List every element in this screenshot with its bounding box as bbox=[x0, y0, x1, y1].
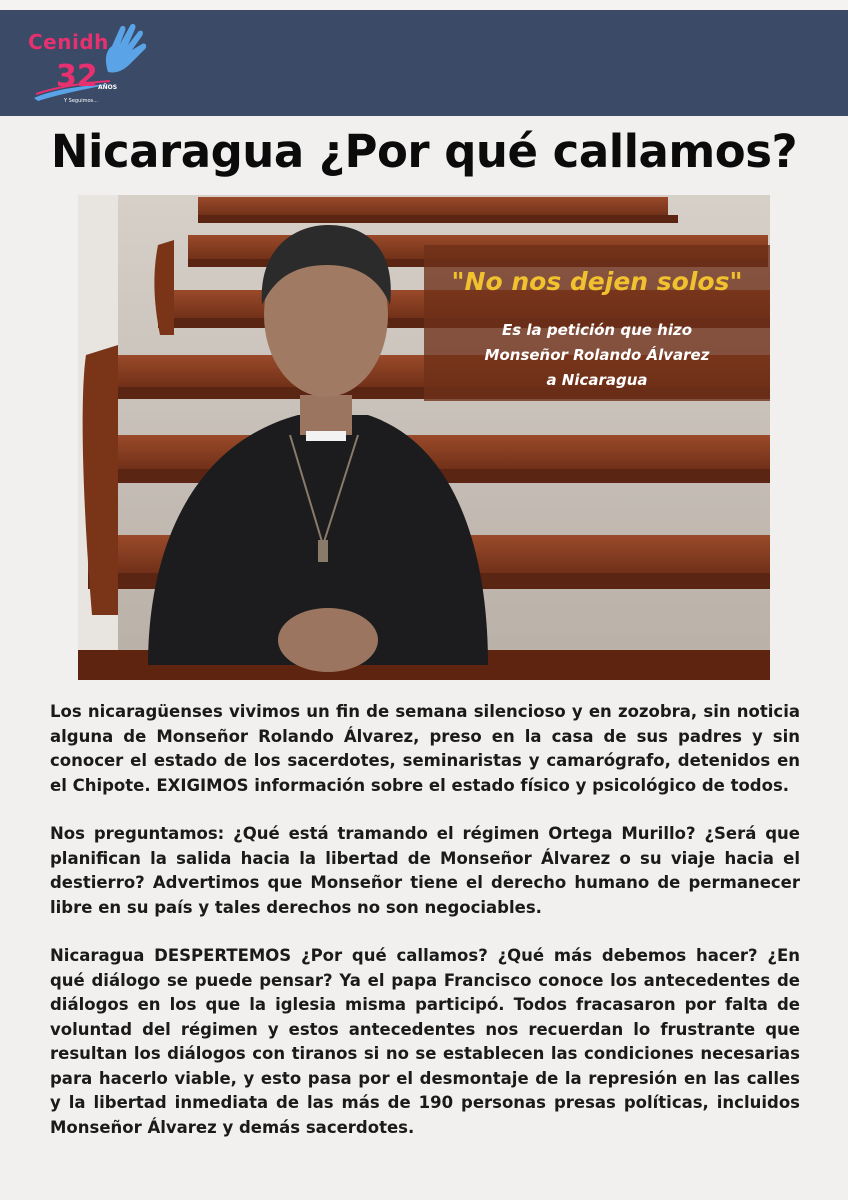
quote-caption-line: Es la petición que hizo bbox=[501, 321, 692, 339]
logo-tagline: Y Seguimos... bbox=[64, 98, 98, 104]
quote-caption bbox=[424, 318, 770, 393]
header-banner bbox=[0, 10, 848, 116]
feature-photo bbox=[78, 195, 770, 680]
quote-text-area bbox=[424, 195, 770, 405]
quote-caption-line: Monseñor Rolando Álvarez bbox=[484, 346, 710, 364]
paragraph: Nos preguntamos: ¿Qué está tramando el régimen Ortega Murillo? ¿Será que planifican la salida hacia la libertad de Monseñor Álvarez o su viaje hacia el destierro? Advertimos que Monseñor tiene el derecho humano de permanecer libre en su país y tales derechos no son negociables. bbox=[50, 824, 800, 917]
paragraph: Nicaragua DESPERTEMOS ¿Por qué callamos? ¿Qué más debemos hacer? ¿En qué diálogo se puede pensar? Ya el papa Francisco conoce los antecedentes de diálogos en los que la iglesia misma participó. Todos fracasaron por falta de voluntad del régimen y estos antecedentes nos recuerdan lo frustrante que resultan los diálogos con tiranos si no se establecen las condiciones necesarias para hacerlo viable, y esto pasa por el desmontaje de la represión en las calles y la libertad inmediata de las más de 190 personas presas políticas, incluidos Monseñor Álvarez y demás sacerdotes. bbox=[50, 946, 800, 1137]
quote-caption-line: a Nicaragua bbox=[546, 371, 648, 389]
page-title: Nicaragua ¿Por qué callamos? bbox=[50, 125, 798, 178]
article-body bbox=[50, 700, 800, 1164]
quote-headline: "No nos dejen solos" bbox=[451, 267, 743, 296]
top-strip bbox=[0, 0, 848, 10]
logo-years-suffix: AÑOS bbox=[98, 84, 118, 91]
cenidh-logo bbox=[22, 18, 152, 113]
logo-years: 32 bbox=[56, 59, 98, 94]
logo-name: Cenidh bbox=[28, 30, 109, 54]
paragraph: Los nicaragüenses vivimos un fin de semana silencioso y en zozobra, sin noticia alguna de Monseñor Rolando Álvarez, preso en la casa de sus padres y sin conocer el estado de los sacerdotes, seminaristas y camarógrafo, detenidos en el Chipote. EXIGIMOS información sobre el estado físico y psicológico de todos. bbox=[50, 702, 800, 795]
